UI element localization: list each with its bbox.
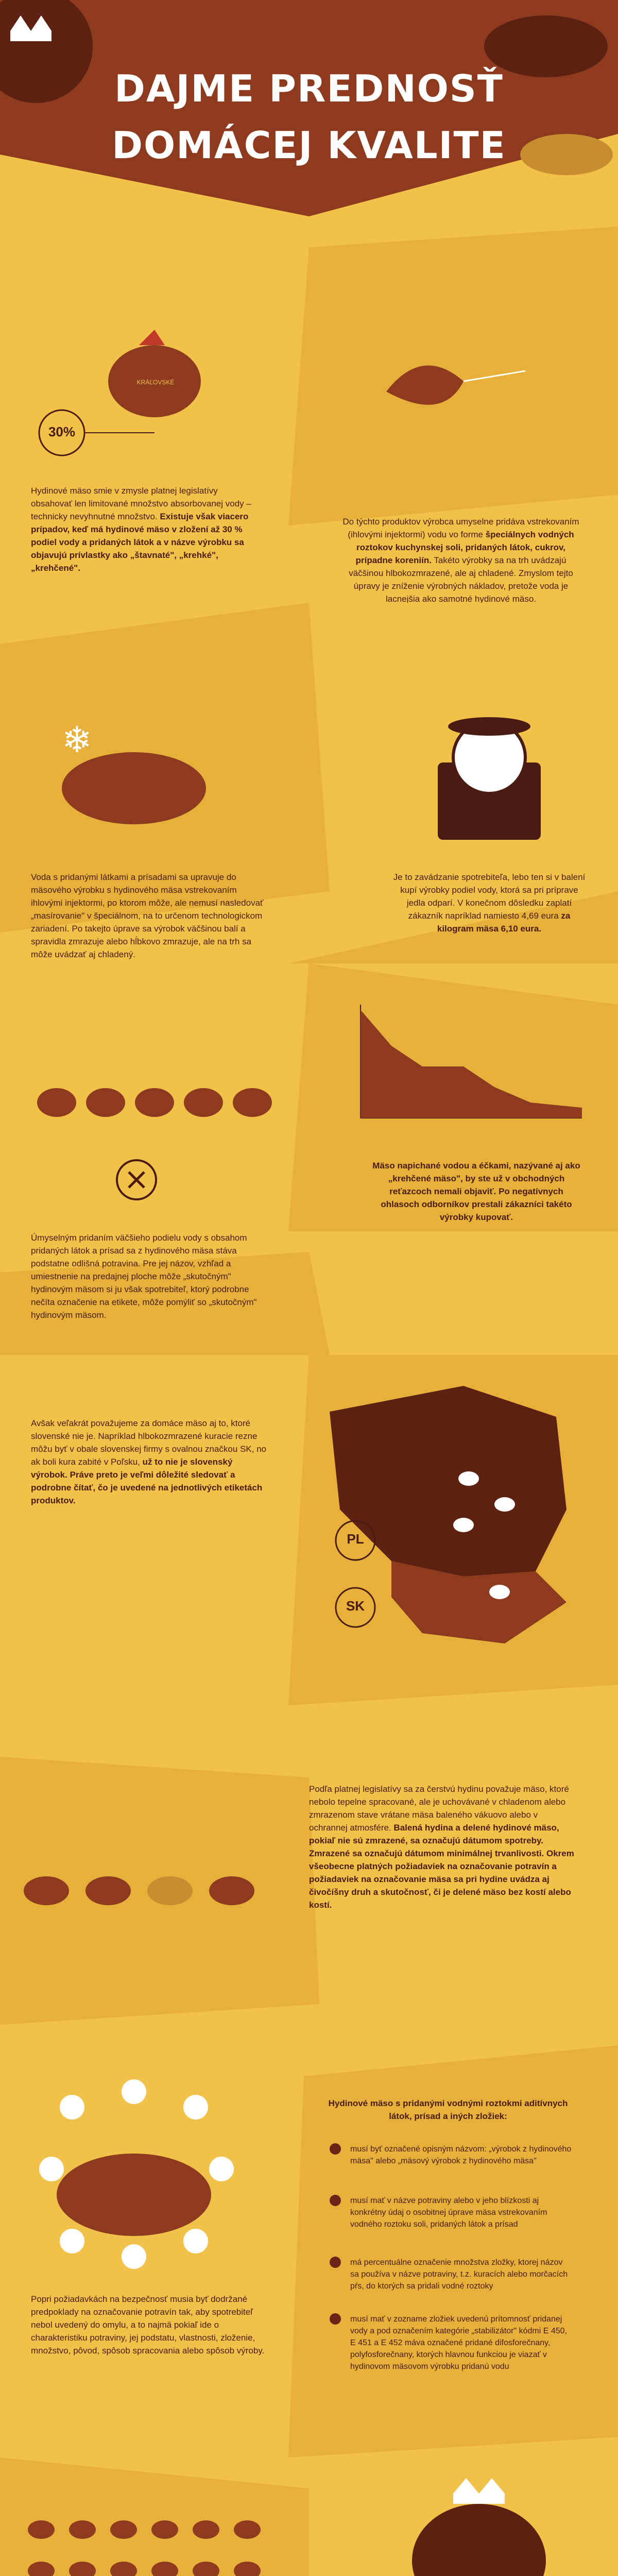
header-section (0, 0, 618, 227)
section-different-food (0, 963, 618, 1355)
section7-graphics (0, 2458, 618, 2576)
bullet-item: musí byť označené opisným názvom: „výrobok z hydinového mäsa" alebo „mäsový výrobok z hydinového mäsa" (330, 2143, 572, 2167)
section4-left-text: Avšak veľakrát považujeme za domáce mäso aj to, ktoré slovenské nie je. Napríklad hlbokozmrazené kuracie rezne môžu byť v obale slovenskej firmy s ovalnou značkou SK, no ak boli kura zabité v Poľsku, už to nie je slovenský výrobok. Práve preto je veľmi dôležité sledovať a podrobne čítať, čo je uvedené na jednotlivých etiketách produktov. (31, 1418, 267, 1505)
section-labeling (0, 2045, 618, 2458)
section-injection (0, 603, 618, 963)
label-pl: PL (347, 1531, 364, 1547)
section1-right-text: Do týchto produktov výrobca umyselne pridáva vstrekovaním (ihlovými injektormi) vodu vo forme špeciálnych vodných roztokov kuchynskej soli, pridaných látok, cukrov, prípadne koreniín. Takéto výrobky sa na trh uvádzajú väčšinou hlbokozmrazené, ale aj chladené. Zmyslom tejto úpravy je zníženie výrobných nákladov, pretože voda je lacnejšia ako samotné hydinové mäso. (342, 517, 579, 603)
royal-chicken-icon (412, 2504, 546, 2576)
page-title-line2: DOMÁCEJ KVALITE (112, 124, 506, 167)
page-title-line1: DAJME PREDNOSŤ (114, 67, 504, 110)
chicken-row-icons (37, 1088, 272, 1117)
section6-right-title: Hydinové mäso s pridanými vodnými roztokmi aditívnych látok, prísad a iných zložiek: (328, 2098, 568, 2121)
section3-left-text: Úmyselným pridaním väčšieho podielu vody s obsahom pridaných látok a prísad sa z hydinového mäsa stáva podstatne odlišná potravina. Pre jej názov, vzhľad a umiestnenie na predajnej ploche môže „skutočným" hydinovým mäsom si ju však spotrebiteľ, ktorý podrobne nečíta označenie na etikete, môže pomýliť so „skutočným" hydinovým mäsom. (31, 1233, 257, 1320)
frozen-chicken-icon (62, 752, 206, 824)
section6-left-text: Popri požiadavkách na bezpečnosť musia byť dodržané predpoklady na označovanie potravín tak, aby spotrebiteľ nebol uvedený do omylu, a to najmä pokiaľ ide o charakteristiku potraviny, jej podstatu, vlastnosti, zloženie, množstvo, pôvod, spôsob spracovania alebo spôsob výroby. (31, 2294, 265, 2355)
section1-left-text: Hydinové mäso smie v zmysle platnej legislatívy obsahovať len limitované množstvo absorbovanej vody – technicky nevyhnutné množstvo. Existuje však viacero prípadov, keď má hydinové mäso v zložení až 30 % podiel vody a pridaných látok a v názve výrobku sa objavujú prívlastky ako „štavnaté", „krehké", „krehčené". (31, 486, 251, 573)
section5-text: Podľa platnej legislatívy sa za čerstvú hydinu považuje mäso, ktoré nebolo tepelne spracované, ale je uchovávané v chladenom alebo zmrazenom stave vrátane mäsa baleného vákuovo alebo v ochrannej atmosfére. Balená hydina a delené hydinové mäso, pokiaľ nie sú zmrazené, sa označujú dátumom spotreby. Zmrazené sa označujú dátumom minimálnej trvanlivosti. Okrem všeobecne platných požiadaviek na označovanie potravín a požiadaviek na označovanie mäsa sa pri hydine uvádza aj čivočíšny druh a skutočnosť, či je delené mäso bez kostí alebo kostí. (309, 1784, 574, 1910)
label-sk: SK (346, 1598, 365, 1614)
section-fresh-poultry (0, 1736, 618, 2045)
section4-graphics (0, 1355, 618, 1736)
section2-right-text: Je to zavádzanie spotrebiteľa, lebo ten si v balení kupí výrobky podiel vody, ktorá sa pri príprave jedla odparí. V konečnom dôsledku zaplatí zákazník napríklad namiesto 4,69 eura za kilogram mäsa 6,10 eura. (393, 872, 586, 934)
section-origin (0, 1355, 618, 1736)
bullet-item: musí mať v zozname zložiek uvedenú prítomnosť pridanej vody a pod označením kategórie „stabilizátor" kódmi E 450, E 451 a E 452 máva označené pridané difosforečnany, polyfosforečnany, ktorých hlavnou funkciou je viazať v hydinovom mäsovom výrobku pridanú vodu (330, 2313, 572, 2372)
percent-badge-label: 30% (48, 424, 76, 439)
chicken-leg-icon (520, 134, 613, 175)
snowflake-icon: ❄ (62, 719, 92, 761)
section-water-content (0, 227, 618, 603)
roast-chicken-center-icon (57, 2154, 211, 2236)
header-background (0, 0, 618, 227)
section3-right-text: Mäso napichané vodou a éčkami, nazývané aj ako „krehčené mäso", by ste už v obchodných reťazcoch nemali objaviť. Po negatívnych ohlasoch odborníkov prestali zákazníci takéto výrobky kupovať. (372, 1161, 580, 1222)
bullet-item: musí mať v názve potraviny alebo v jeho blízkosti aj konkrétny údaj o osobitnej úprave mäsa vstrekovaním vodného roztoku soli, pridaných látok a prísad (330, 2195, 572, 2230)
bullet-item: má percentuálne označenie množstva zložky, ktorej názov sa používa v názve potraviny, t.z. kuracích alebo morčacích pŕs, do ktorých sa pridali vodné roztoky (330, 2257, 572, 2292)
crown-icon (453, 2478, 505, 2504)
section-processors (0, 2458, 618, 2576)
section2-left-text: Voda s pridanými látkami a prísadami sa upravuje do mäsového výrobku s hydinového mäsa vstrekovaním ihlovými injektormi, po ktorom môže, ale nemusí nasledovať „masírovanie" v špeciálnom, na to určenom technologickom zariadení. Po takejto úprave sa výrobok väčšinou balí a spravidla zmrazuje alebo hĺbkovo zmrazuje, ale na trh sa môže uvádzať aj chladený. (31, 872, 264, 959)
hen-label: KRÁĽOVSKÉ (136, 379, 175, 386)
